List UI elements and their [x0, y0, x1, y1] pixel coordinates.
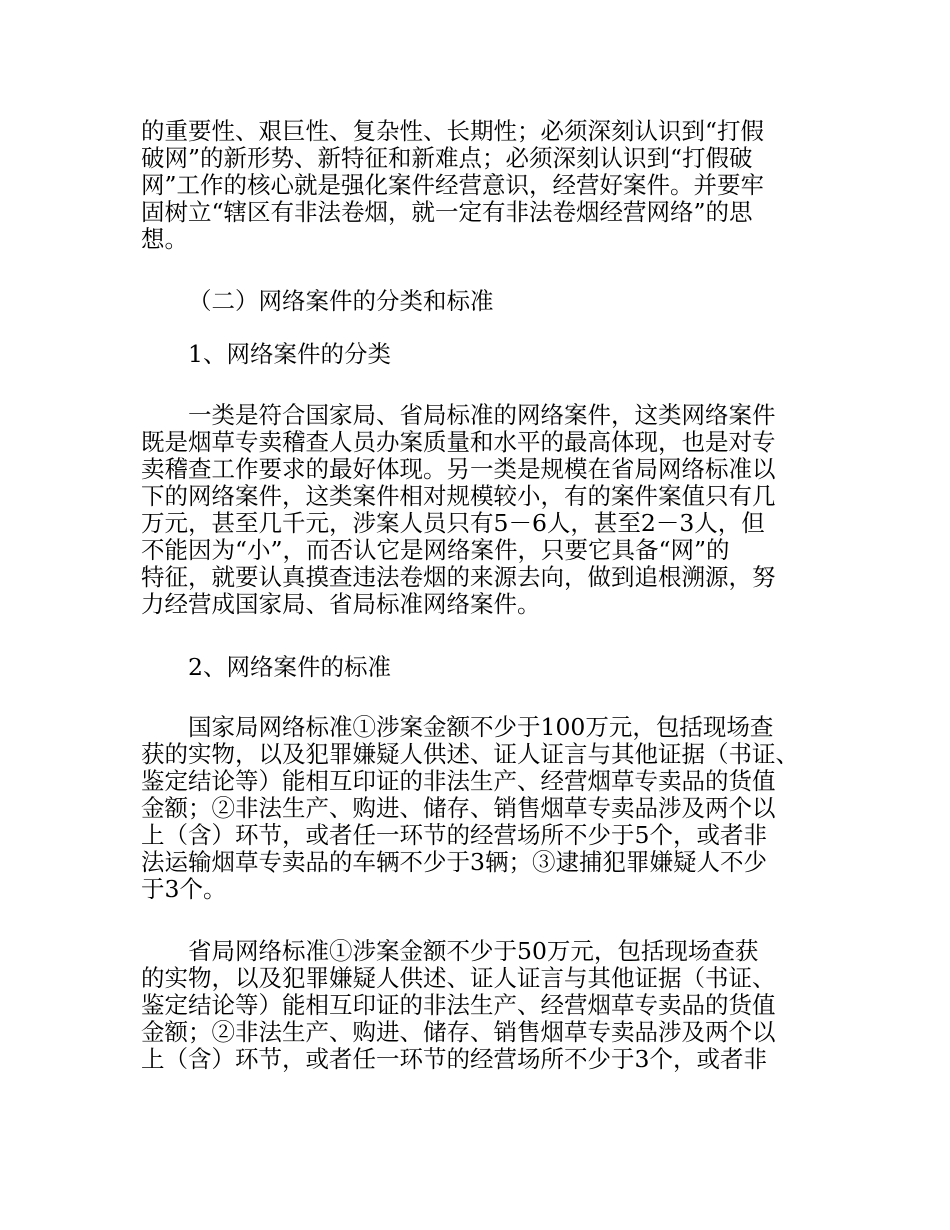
paragraph-line: 上（含）环节，或者任一环节的经营场所不少于5个，或者非	[141, 821, 767, 849]
paragraph-line: 破网”的新形势、新特征和新难点；必须深刻认识到“打假破	[141, 144, 753, 172]
paragraph-line: 不能因为“小”，而否认它是网络案件，只要它具备“网”的	[141, 536, 730, 564]
paragraph-line: 力经营成国家局、省局标准网络案件。	[141, 590, 541, 618]
section-heading: （二）网络案件的分类和标准	[188, 287, 494, 315]
paragraph-line: 既是烟草专卖稽查人员办案质量和水平的最高体现，也是对专	[141, 428, 776, 456]
paragraph-line: 鉴定结论等）能相互印证的非法生产、经营烟草专卖品的货值	[141, 767, 776, 795]
paragraph-line: 获的实物，以及犯罪嫌疑人供述、证人证言与其他证据（书证、	[141, 740, 799, 768]
paragraph-line: 的重要性、艰巨性、复杂性、长期性；必须深刻认识到“打假	[141, 117, 765, 145]
paragraph-line: 想。	[141, 225, 188, 253]
subsection-heading: 2、网络案件的标准	[188, 653, 391, 681]
paragraph-line: 国家局网络标准①涉案金额不少于100万元，包括现场查	[188, 713, 774, 741]
paragraph-line: 特征，就要认真摸查违法卷烟的来源去向，做到追根溯源，努	[141, 563, 776, 591]
paragraph-line: 于3个。	[141, 875, 227, 903]
paragraph-line: 网”工作的核心就是强化案件经营意识，经营好案件。并要牢	[141, 171, 765, 199]
subsection-heading: 1、网络案件的分类	[188, 340, 391, 368]
paragraph-line: 一类是符合国家局、省局标准的网络案件，这类网络案件	[188, 401, 776, 429]
paragraph-line: 法运输烟草专卖品的车辆不少于3辆；③逮捕犯罪嫌疑人不少	[141, 848, 767, 876]
paragraph-line: 金额；②非法生产、购进、储存、销售烟草专卖品涉及两个以	[141, 1018, 776, 1046]
paragraph-line: 下的网络案件，这类案件相对规模较小，有的案件案值只有几	[141, 482, 776, 510]
paragraph-line: 金额；②非法生产、购进、储存、销售烟草专卖品涉及两个以	[141, 794, 776, 822]
paragraph-line: 固树立“辖区有非法卷烟，就一定有非法卷烟经营网络”的思	[141, 198, 753, 226]
paragraph-line: 万元，甚至几千元，涉案人员只有5－6人，甚至2－3人，但	[141, 509, 765, 537]
paragraph-line: 卖稽查工作要求的最好体现。另一类是规模在省局网络标准以	[141, 455, 776, 483]
paragraph-line: 省局网络标准①涉案金额不少于50万元，包括现场查获	[188, 937, 759, 965]
paragraph-line: 鉴定结论等）能相互印证的非法生产、经营烟草专卖品的货值	[141, 991, 776, 1019]
paragraph-line: 上（含）环节，或者任一环节的经营场所不少于3个，或者非	[141, 1045, 767, 1073]
paragraph-line: 的实物，以及犯罪嫌疑人供述、证人证言与其他证据（书证、	[141, 964, 776, 992]
